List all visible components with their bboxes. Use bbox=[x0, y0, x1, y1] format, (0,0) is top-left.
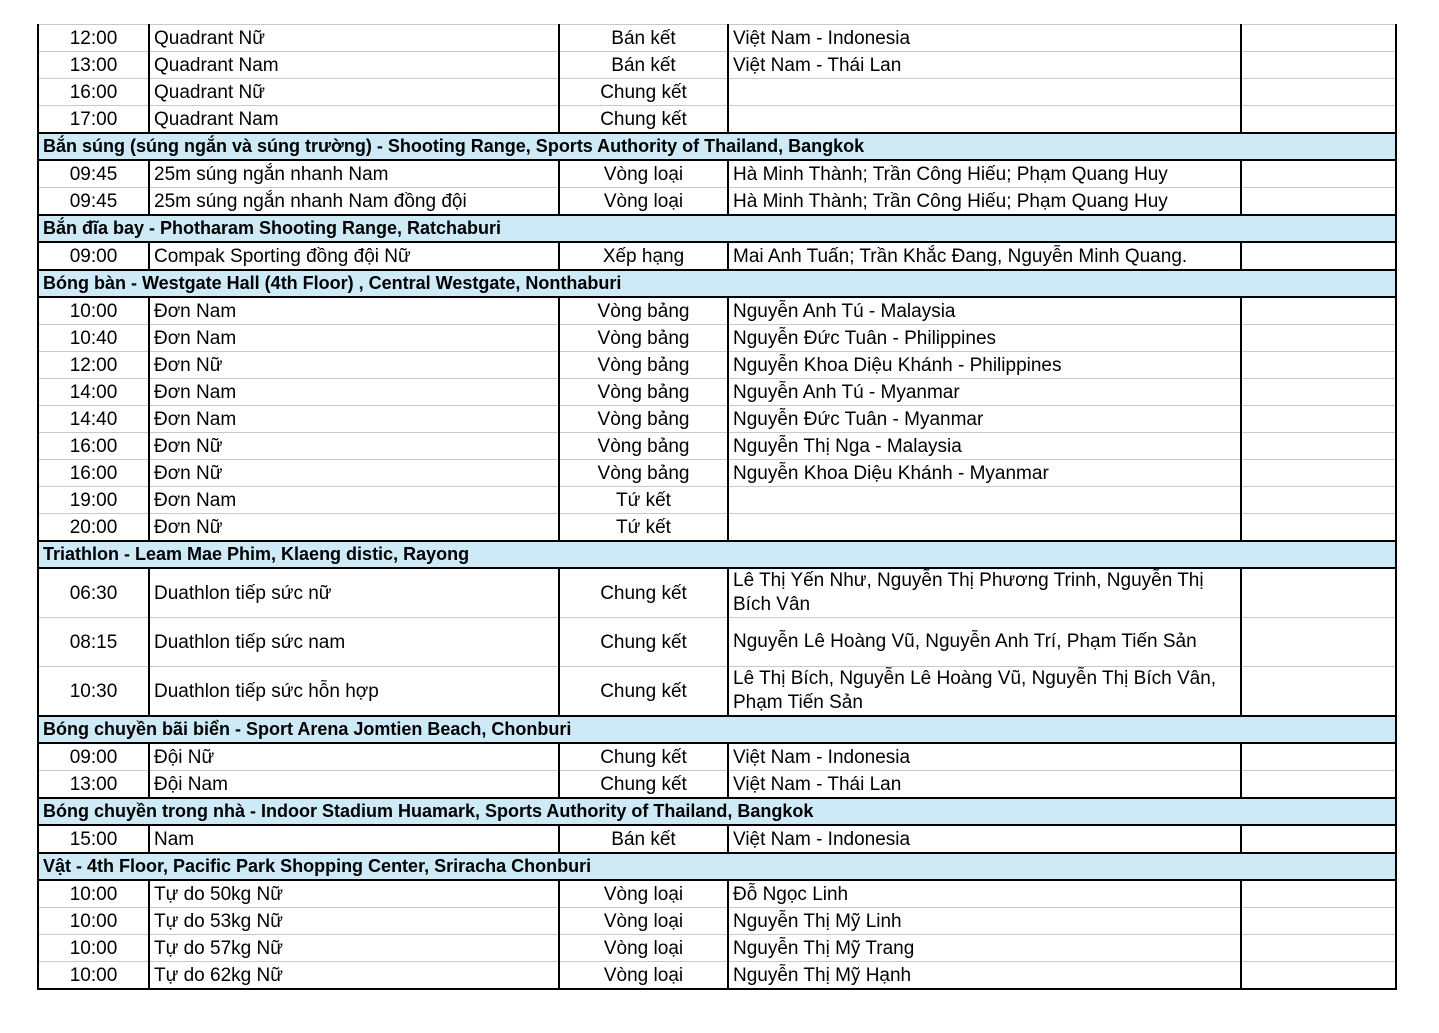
event-cell: 25m súng ngắn nhanh Nam bbox=[149, 160, 559, 188]
section-title: Triathlon - Leam Mae Phim, Klaeng distic, Rayong bbox=[38, 541, 1396, 568]
time-cell: 10:00 bbox=[38, 908, 149, 935]
round-cell: Bán kết bbox=[559, 25, 728, 52]
notes-cell bbox=[1241, 514, 1396, 542]
time-cell: 10:00 bbox=[38, 880, 149, 908]
round-cell: Xếp hạng bbox=[559, 242, 728, 270]
athletes-cell: Mai Anh Tuấn; Trần Khắc Đang, Nguyễn Minh Quang. bbox=[728, 242, 1241, 270]
round-cell: Tứ kết bbox=[559, 514, 728, 542]
athletes-cell bbox=[728, 514, 1241, 542]
athletes-cell: Việt Nam - Indonesia bbox=[728, 25, 1241, 52]
notes-cell bbox=[1241, 352, 1396, 379]
section-header-row bbox=[38, 716, 1396, 743]
notes-cell bbox=[1241, 160, 1396, 188]
section-title: Bóng bàn - Westgate Hall (4th Floor) , Central Westgate, Nonthaburi bbox=[38, 270, 1396, 297]
athletes-cell: Lê Thị Bích, Nguyễn Lê Hoàng Vũ, Nguyễn Thị Bích Vân, Phạm Tiến Sản bbox=[728, 667, 1241, 717]
time-cell: 12:00 bbox=[38, 352, 149, 379]
table-row bbox=[38, 297, 1396, 325]
event-cell: Đơn Nữ bbox=[149, 514, 559, 542]
notes-cell bbox=[1241, 568, 1396, 618]
time-cell: 09:45 bbox=[38, 160, 149, 188]
event-cell: Nam bbox=[149, 825, 559, 853]
notes-cell bbox=[1241, 825, 1396, 853]
athletes-cell: Nguyễn Khoa Diệu Khánh - Philippines bbox=[728, 352, 1241, 379]
section-header-row bbox=[38, 798, 1396, 825]
athletes-cell: Nguyễn Thị Mỹ Hạnh bbox=[728, 962, 1241, 990]
table-row bbox=[38, 962, 1396, 990]
section-header-row bbox=[38, 133, 1396, 160]
table-row bbox=[38, 379, 1396, 406]
round-cell: Bán kết bbox=[559, 825, 728, 853]
section-title: Bắn súng (súng ngắn và súng trường) - Shooting Range, Sports Authority of Thailand, Bangkok bbox=[38, 133, 1396, 160]
time-cell: 10:30 bbox=[38, 667, 149, 717]
round-cell: Vòng bảng bbox=[559, 460, 728, 487]
event-cell: Đội Nữ bbox=[149, 743, 559, 771]
table-row bbox=[38, 433, 1396, 460]
round-cell: Chung kết bbox=[559, 667, 728, 717]
time-cell: 14:00 bbox=[38, 379, 149, 406]
time-cell: 17:00 bbox=[38, 106, 149, 134]
athletes-cell: Việt Nam - Thái Lan bbox=[728, 52, 1241, 79]
round-cell: Vòng loại bbox=[559, 880, 728, 908]
table-row bbox=[38, 935, 1396, 962]
event-cell: Tự do 57kg Nữ bbox=[149, 935, 559, 962]
round-cell: Vòng bảng bbox=[559, 433, 728, 460]
time-cell: 16:00 bbox=[38, 460, 149, 487]
athletes-cell: Nguyễn Lê Hoàng Vũ, Nguyễn Anh Trí, Phạm Tiến Sản bbox=[728, 618, 1241, 667]
table-row bbox=[38, 743, 1396, 771]
athletes-cell: Nguyễn Thị Nga - Malaysia bbox=[728, 433, 1241, 460]
section-header-row bbox=[38, 270, 1396, 297]
notes-cell bbox=[1241, 667, 1396, 717]
athletes-cell: Việt Nam - Thái Lan bbox=[728, 771, 1241, 799]
event-cell: Duathlon tiếp sức hỗn hợp bbox=[149, 667, 559, 717]
round-cell: Vòng loại bbox=[559, 935, 728, 962]
event-cell: Quadrant Nữ bbox=[149, 25, 559, 52]
schedule-body bbox=[38, 25, 1396, 990]
round-cell: Chung kết bbox=[559, 568, 728, 618]
notes-cell bbox=[1241, 618, 1396, 667]
event-cell: Tự do 50kg Nữ bbox=[149, 880, 559, 908]
athletes-cell: Việt Nam - Indonesia bbox=[728, 825, 1241, 853]
round-cell: Vòng loại bbox=[559, 188, 728, 216]
athletes-cell: Nguyễn Đức Tuân - Myanmar bbox=[728, 406, 1241, 433]
round-cell: Vòng loại bbox=[559, 908, 728, 935]
event-cell: Đơn Nam bbox=[149, 406, 559, 433]
table-row bbox=[38, 825, 1396, 853]
round-cell: Tứ kết bbox=[559, 487, 728, 514]
time-cell: 10:00 bbox=[38, 935, 149, 962]
table-row bbox=[38, 406, 1396, 433]
round-cell: Chung kết bbox=[559, 771, 728, 799]
notes-cell bbox=[1241, 188, 1396, 216]
time-cell: 16:00 bbox=[38, 79, 149, 106]
notes-cell bbox=[1241, 25, 1396, 52]
section-title: Bắn đĩa bay - Photharam Shooting Range, Ratchaburi bbox=[38, 215, 1396, 242]
athletes-cell: Hà Minh Thành; Trần Công Hiếu; Phạm Quang Huy bbox=[728, 188, 1241, 216]
round-cell: Vòng bảng bbox=[559, 325, 728, 352]
round-cell: Chung kết bbox=[559, 618, 728, 667]
time-cell: 13:00 bbox=[38, 771, 149, 799]
event-cell: Tự do 53kg Nữ bbox=[149, 908, 559, 935]
event-cell: Đơn Nam bbox=[149, 297, 559, 325]
table-row bbox=[38, 618, 1396, 667]
table-row bbox=[38, 25, 1396, 52]
time-cell: 09:00 bbox=[38, 242, 149, 270]
table-row bbox=[38, 79, 1396, 106]
time-cell: 10:00 bbox=[38, 297, 149, 325]
time-cell: 20:00 bbox=[38, 514, 149, 542]
athletes-cell: Nguyễn Anh Tú - Myanmar bbox=[728, 379, 1241, 406]
table-row bbox=[38, 568, 1396, 618]
time-cell: 09:00 bbox=[38, 743, 149, 771]
section-header-row bbox=[38, 215, 1396, 242]
athletes-cell: Nguyễn Anh Tú - Malaysia bbox=[728, 297, 1241, 325]
round-cell: Vòng bảng bbox=[559, 352, 728, 379]
section-title: Bóng chuyền bãi biển - Sport Arena Jomtien Beach, Chonburi bbox=[38, 716, 1396, 743]
athletes-cell: Lê Thị Yến Như, Nguyễn Thị Phương Trinh, Nguyễn Thị Bích Vân bbox=[728, 568, 1241, 618]
event-cell: Tự do 62kg Nữ bbox=[149, 962, 559, 990]
notes-cell bbox=[1241, 962, 1396, 990]
notes-cell bbox=[1241, 52, 1396, 79]
event-cell: Duathlon tiếp sức nam bbox=[149, 618, 559, 667]
notes-cell bbox=[1241, 908, 1396, 935]
round-cell: Vòng bảng bbox=[559, 297, 728, 325]
round-cell: Vòng loại bbox=[559, 962, 728, 990]
table-row bbox=[38, 771, 1396, 799]
athletes-cell: Việt Nam - Indonesia bbox=[728, 743, 1241, 771]
notes-cell bbox=[1241, 297, 1396, 325]
section-header-row bbox=[38, 853, 1396, 880]
notes-cell bbox=[1241, 935, 1396, 962]
notes-cell bbox=[1241, 880, 1396, 908]
round-cell: Vòng loại bbox=[559, 160, 728, 188]
table-row bbox=[38, 188, 1396, 216]
table-row bbox=[38, 106, 1396, 134]
athletes-cell: Nguyễn Thị Mỹ Linh bbox=[728, 908, 1241, 935]
time-cell: 08:15 bbox=[38, 618, 149, 667]
table-row bbox=[38, 880, 1396, 908]
athletes-cell: Nguyễn Thị Mỹ Trang bbox=[728, 935, 1241, 962]
event-cell: Đơn Nam bbox=[149, 379, 559, 406]
table-row bbox=[38, 908, 1396, 935]
athletes-cell bbox=[728, 79, 1241, 106]
athletes-cell bbox=[728, 487, 1241, 514]
table-row bbox=[38, 667, 1396, 717]
event-cell: Quadrant Nữ bbox=[149, 79, 559, 106]
time-cell: 19:00 bbox=[38, 487, 149, 514]
table-row bbox=[38, 242, 1396, 270]
notes-cell bbox=[1241, 743, 1396, 771]
time-cell: 10:40 bbox=[38, 325, 149, 352]
notes-cell bbox=[1241, 406, 1396, 433]
event-cell: Đơn Nam bbox=[149, 325, 559, 352]
notes-cell bbox=[1241, 325, 1396, 352]
section-header-row bbox=[38, 541, 1396, 568]
time-cell: 16:00 bbox=[38, 433, 149, 460]
event-cell: Đơn Nữ bbox=[149, 460, 559, 487]
table-row bbox=[38, 352, 1396, 379]
event-cell: Quadrant Nam bbox=[149, 106, 559, 134]
table-row bbox=[38, 460, 1396, 487]
table-row bbox=[38, 160, 1396, 188]
time-cell: 09:45 bbox=[38, 188, 149, 216]
round-cell: Chung kết bbox=[559, 106, 728, 134]
notes-cell bbox=[1241, 433, 1396, 460]
event-cell: Duathlon tiếp sức nữ bbox=[149, 568, 559, 618]
notes-cell bbox=[1241, 771, 1396, 799]
schedule-table bbox=[37, 24, 1397, 990]
event-cell: Quadrant Nam bbox=[149, 52, 559, 79]
notes-cell bbox=[1241, 106, 1396, 134]
table-row bbox=[38, 487, 1396, 514]
event-cell: Đơn Nữ bbox=[149, 352, 559, 379]
notes-cell bbox=[1241, 487, 1396, 514]
time-cell: 06:30 bbox=[38, 568, 149, 618]
section-title: Bóng chuyền trong nhà - Indoor Stadium Huamark, Sports Authority of Thailand, Bangkok bbox=[38, 798, 1396, 825]
athletes-cell bbox=[728, 106, 1241, 134]
round-cell: Bán kết bbox=[559, 52, 728, 79]
round-cell: Chung kết bbox=[559, 79, 728, 106]
time-cell: 12:00 bbox=[38, 25, 149, 52]
round-cell: Vòng bảng bbox=[559, 379, 728, 406]
time-cell: 14:40 bbox=[38, 406, 149, 433]
athletes-cell: Đỗ Ngọc Linh bbox=[728, 880, 1241, 908]
table-row bbox=[38, 325, 1396, 352]
time-cell: 15:00 bbox=[38, 825, 149, 853]
athletes-cell: Nguyễn Khoa Diệu Khánh - Myanmar bbox=[728, 460, 1241, 487]
round-cell: Vòng bảng bbox=[559, 406, 728, 433]
notes-cell bbox=[1241, 460, 1396, 487]
event-cell: Compak Sporting đồng đội Nữ bbox=[149, 242, 559, 270]
notes-cell bbox=[1241, 242, 1396, 270]
notes-cell bbox=[1241, 379, 1396, 406]
event-cell: Đơn Nữ bbox=[149, 433, 559, 460]
time-cell: 13:00 bbox=[38, 52, 149, 79]
notes-cell bbox=[1241, 79, 1396, 106]
round-cell: Chung kết bbox=[559, 743, 728, 771]
section-title: Vật - 4th Floor, Pacific Park Shopping Center, Sriracha Chonburi bbox=[38, 853, 1396, 880]
event-cell: Đơn Nam bbox=[149, 487, 559, 514]
time-cell: 10:00 bbox=[38, 962, 149, 990]
event-cell: Đội Nam bbox=[149, 771, 559, 799]
event-cell: 25m súng ngắn nhanh Nam đồng đội bbox=[149, 188, 559, 216]
athletes-cell: Nguyễn Đức Tuân - Philippines bbox=[728, 325, 1241, 352]
table-row bbox=[38, 514, 1396, 542]
table-row bbox=[38, 52, 1396, 79]
athletes-cell: Hà Minh Thành; Trần Công Hiếu; Phạm Quang Huy bbox=[728, 160, 1241, 188]
